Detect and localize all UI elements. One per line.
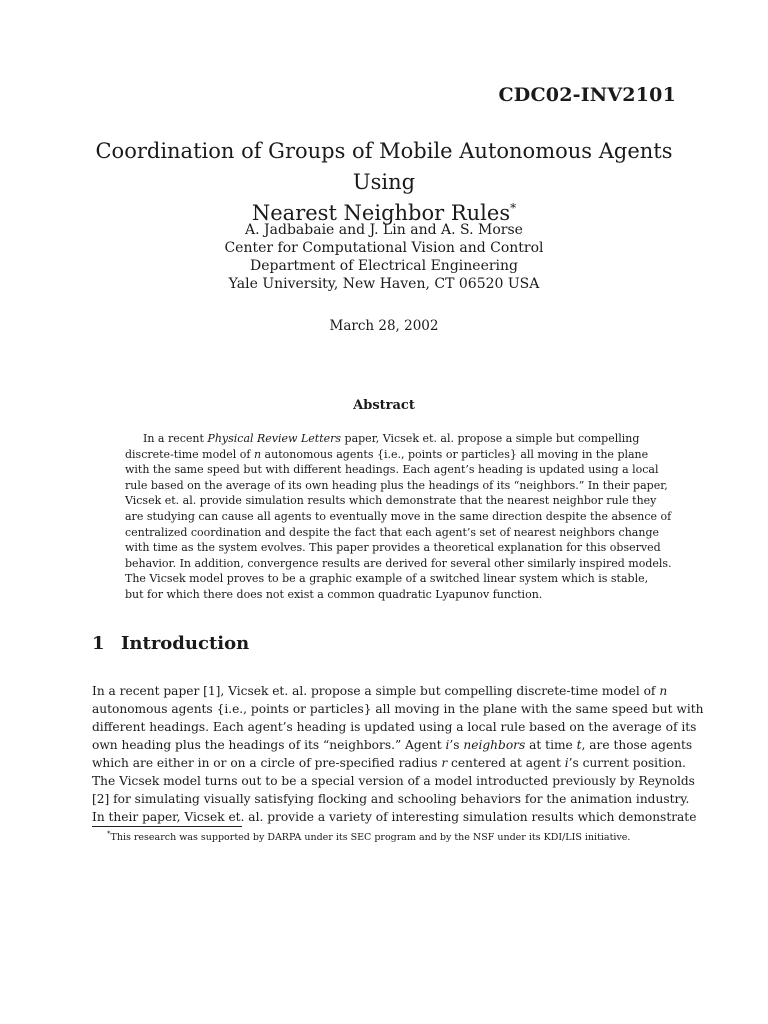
footnote-divider xyxy=(92,826,242,827)
abstract-line: In a recent Physical Review Letters paper, Vicsek et. al. propose a simple but compelling xyxy=(143,432,640,445)
title-line-1: Coordination of Groups of Mobile Autonomous Agents Using xyxy=(95,139,673,194)
body-line: In a recent paper [1], Vicsek et. al. propose a simple but compelling discrete-time model of n xyxy=(92,684,668,698)
body-line: autonomous agents {i.e., points or particles} all moving in the plane with the same speed but with xyxy=(92,702,704,716)
affiliation-department: Department of Electrical Engineering xyxy=(250,258,518,274)
abstract-line: Vicsek et. al. provide simulation results which demonstrate that the nearest neighbor rule they xyxy=(125,494,657,508)
title-line-2: Nearest Neighbor Rules* xyxy=(251,201,517,225)
abstract-line: with time as the system evolves. This paper provides a theoretical explanation for this observed xyxy=(125,541,661,555)
body-line: In their paper, Vicsek et. al. provide a variety of interesting simulation results which demonstrate xyxy=(92,810,697,824)
title-footnote-mark: * xyxy=(510,201,517,215)
abstract-line: with the same speed but with different headings. Each agent’s heading is updated using a local xyxy=(125,463,659,477)
introduction-body xyxy=(92,682,704,826)
footnote-text: This research was supported by DARPA under its SEC program and by the NSF under its KDI/LIS initiative. xyxy=(110,832,631,843)
abstract-line: The Vicsek model proves to be a graphic example of a switched linear system which is stable, xyxy=(125,572,649,586)
abstract-line: behavior. In addition, convergence results are derived for several other similarly inspired models. xyxy=(125,556,672,570)
author-names: A. Jadbabaie and J. Lin and A. S. Morse xyxy=(245,222,523,238)
body-line: which are either in or on a circle of pre-specified radius r centered at agent i’s current position. xyxy=(92,756,686,770)
abstract-heading: Abstract xyxy=(353,398,415,413)
abstract-body xyxy=(125,431,672,603)
affiliation-center: Center for Computational Vision and Control xyxy=(224,240,544,256)
abstract-line: discrete-time model of n autonomous agents {i.e., points or particles} all moving in the plane xyxy=(125,447,649,461)
paper-date: March 28, 2002 xyxy=(329,318,439,334)
footnote xyxy=(107,829,631,843)
body-line: own heading plus the headings of its “neighbors.” Agent i’s neighbors at time t, are those agents xyxy=(92,738,693,752)
abstract-line: rule based on the average of its own heading plus the headings of its “neighbors.” In their paper, xyxy=(125,478,668,492)
body-line: The Vicsek model turns out to be a special version of a model introducted previously by Reynolds xyxy=(92,774,695,788)
section-number: 1 xyxy=(92,633,105,654)
author-block xyxy=(80,221,688,293)
paper-title xyxy=(80,136,688,229)
body-line: [2] for simulating visually satisfying flocking and schooling behaviors for the animation industry. xyxy=(92,792,690,806)
affiliation-address: Yale University, New Haven, CT 06520 USA xyxy=(228,276,540,292)
footnote-mark: * xyxy=(107,829,111,838)
section-title: Introduction xyxy=(121,633,250,654)
section-heading-introduction xyxy=(92,633,249,654)
abstract-line: but for which there does not exist a common quadratic Lyapunov function. xyxy=(125,587,543,601)
report-id: CDC02-INV2101 xyxy=(498,84,676,106)
body-line: different headings. Each agent’s heading is updated using a local rule based on the average of its xyxy=(92,720,697,734)
abstract-line: are studying can cause all agents to eventually move in the same direction despite the absence of xyxy=(125,509,672,523)
abstract-line: centralized coordination and despite the fact that each agent’s set of nearest neighbors change xyxy=(125,525,659,539)
